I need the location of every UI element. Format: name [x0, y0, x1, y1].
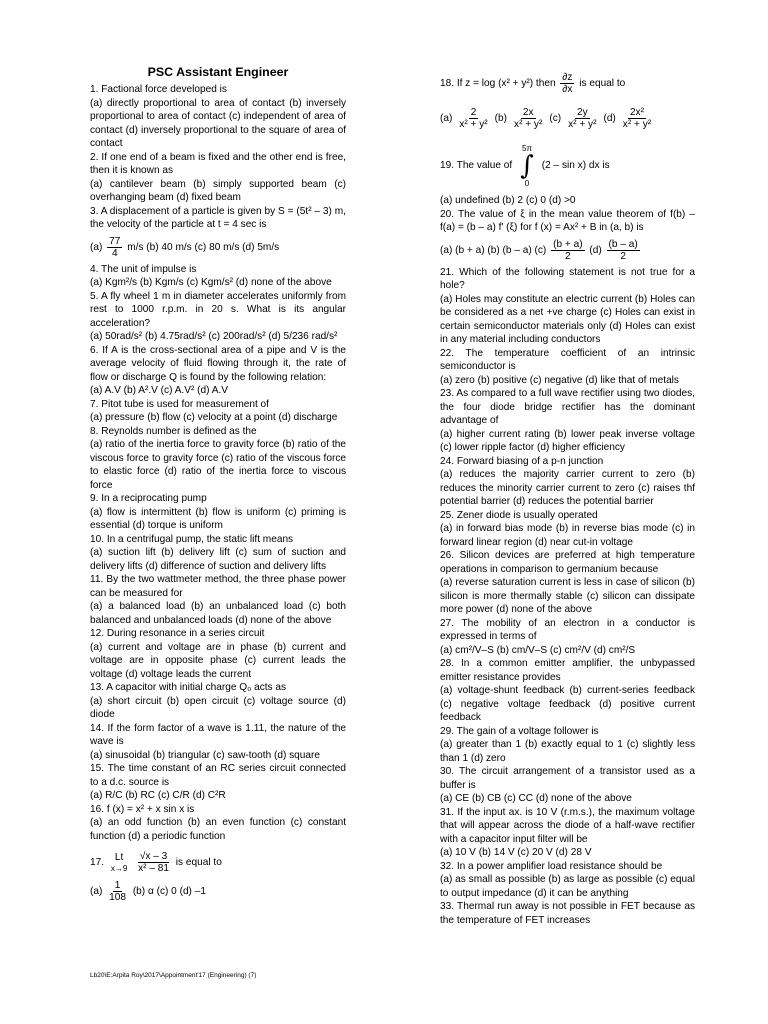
question-options: (a) an odd function (b) an even function (c) constant function (d) a periodic function — [90, 817, 346, 842]
question-options: (a) in forward bias mode (b) in reverse bias mode (c) in forward linear region (d) near cut-in voltage — [440, 523, 695, 548]
fraction — [551, 239, 584, 262]
question-26 — [440, 549, 695, 617]
question-options — [90, 236, 346, 259]
question-text: 21. Which of the following statement is not true for a hole? — [440, 266, 695, 291]
question-text: 22. The temperature coefficient of an intrinsic semiconductor is — [440, 347, 695, 372]
numerator: 1 — [114, 880, 121, 891]
question-text: 25. Zener diode is usually operated — [440, 509, 598, 521]
question-text: 8. Reynolds number is defined as the — [90, 425, 257, 437]
question-options: (a) suction lift (b) delivery lift (c) sum of suction and delivery lifts (d) difference of suction and delivery lifts — [90, 547, 346, 572]
question-lead: 18. If z = log (x² + y²) then — [440, 78, 556, 90]
question-text: 29. The gain of a voltage follower is — [440, 725, 599, 737]
numerator: 2y — [576, 107, 588, 118]
question-text: 6. If A is the cross-sectional area of a pipe and V is the average velocity of fluid flowing through it, the rate of flow or discharge Q is found by the following relation: — [90, 344, 346, 383]
question-lead: 19. The value of — [440, 160, 513, 172]
question-options: (a) sinusoidal (b) triangular (c) saw-tooth (d) square — [90, 749, 321, 761]
question-options: (a) directly proportional to area of contact (b) inversely proportional to area of contact (c) independent of area of contact (d) inversely proportional to the square of area of contact — [90, 97, 346, 149]
option-text: (b) α (c) 0 (d) –1 — [132, 886, 206, 898]
question-14 — [90, 722, 346, 763]
question-options: (a) greater than 1 (b) exactly equal to 1 (c) slightly less than 1 (d) zero — [440, 739, 695, 764]
fraction — [512, 107, 544, 130]
numerator: 2 — [470, 107, 477, 118]
integral-icon: ∫ — [520, 151, 534, 181]
question-12 — [90, 627, 346, 681]
upper-limit: 5π — [522, 144, 532, 153]
question-11 — [90, 573, 346, 627]
limit-operator — [111, 852, 127, 874]
question-text: 32. In a power amplifier load resistance should be — [440, 860, 663, 872]
fraction — [457, 107, 489, 130]
question-text: 15. The time constant of an RC series circuit connected to a d.c. source is — [90, 763, 346, 788]
question-tail: is equal to — [175, 857, 222, 869]
question-text — [440, 144, 695, 188]
page-title: PSC Assistant Engineer — [147, 65, 289, 79]
question-8 — [90, 425, 346, 493]
question-options: (a) 50rad/s² (b) 4.75rad/s² (c) 200rad/s² (d) 5/236 rad/s² — [90, 331, 338, 342]
fraction — [107, 880, 128, 903]
question-options: (a) pressure (b) flow (c) velocity at a point (d) discharge — [90, 412, 338, 423]
question-31 — [440, 806, 695, 860]
limit-label: Lt — [114, 851, 124, 863]
question-21 — [440, 266, 695, 347]
question-options: (a) A.V (b) A².V (c) A.V² (d) A.V — [90, 385, 228, 396]
option-text: m/s (b) 40 m/s (c) 80 m/s (d) 5m/s — [127, 241, 280, 253]
denominator: x² + y² — [622, 119, 652, 130]
numerator: (b + a) — [553, 238, 583, 250]
question-text: 33. Thermal run away is not possible in FET because as the temperature of FET increases — [440, 901, 695, 926]
question-text: 2. If one end of a beam is fixed and the other end is free, then it is known as — [90, 151, 346, 176]
question-options: (a) R/C (b) RC (c) C/R (d) C²R — [90, 790, 226, 801]
option-label: (d) — [589, 244, 602, 256]
fraction — [560, 72, 574, 95]
question-2 — [90, 151, 346, 205]
option-label: (c) — [549, 112, 562, 124]
denominator: 2 — [565, 250, 571, 262]
question-27 — [440, 617, 695, 658]
denominator: 2 — [620, 250, 626, 262]
question-7 — [90, 398, 346, 425]
question-options: (a) short circuit (b) open circuit (c) voltage source (d) diode — [90, 695, 346, 720]
question-10 — [90, 533, 346, 574]
fraction — [136, 851, 171, 874]
question-30 — [440, 765, 695, 806]
question-options: (a) current and voltage are in phase (b) current and voltage are in opposite phase (c) current leads the voltage (d) voltage leads the current — [90, 641, 346, 680]
question-options: (a) CE (b) CB (c) CC (d) none of the above — [440, 793, 632, 804]
question-text: 1. Factional force developed is — [90, 84, 227, 95]
question-text: 11. By the two wattmeter method, the three phase power can be measured for — [90, 574, 346, 599]
question-options: (a) flow is intermittent (b) flow is uniform (c) priming is essential (d) torque is uniform — [90, 506, 346, 531]
question-text: 10. In a centrifugal pump, the static lift means — [90, 533, 294, 545]
question-32 — [440, 860, 695, 901]
integral-sign — [520, 144, 534, 188]
fraction — [566, 107, 598, 130]
question-text: 13. A capacitor with initial charge Q₀ acts as — [90, 682, 287, 693]
question-4 — [90, 263, 346, 290]
question-text: 7. Pitot tube is used for measurement of — [90, 398, 269, 410]
question-17 — [90, 851, 346, 903]
numerator: 77 — [109, 235, 121, 247]
question-text: 24. Forward biasing of a p-n junction — [440, 455, 604, 467]
fraction — [621, 107, 653, 130]
numerator: 2x — [522, 107, 534, 118]
question-options: (a) ratio of the inertia force to gravity force (b) ratio of the viscous force to gravity force (c) ratio of the viscous force to elastic force (d) ratio of the inertia force to viscous force — [90, 439, 346, 491]
page-footer: Lb20\E:Arpita Roy\2017\Appointment'17 (Engineering) (7) — [90, 972, 257, 979]
option-label: (d) — [603, 112, 616, 124]
question-text: 31. If the input ax. is 10 V (r.m.s.), the maximum voltage that will appear across the diode of a half-wave rectifier with a capacitor input filter will be — [440, 806, 695, 845]
question-19 — [440, 144, 695, 208]
question-number: 17. — [90, 857, 105, 869]
question-options: (a) undefined (b) 2 (c) 0 (d) >0 — [440, 195, 576, 206]
question-options: (a) Holes may constitute an electric current (b) Holes can be considered as a net +ve charge (c) Holes can exist in certain semiconductor materials only (d) Holes can exist in any material including conductors — [440, 293, 695, 345]
option-label: (a) — [440, 112, 453, 124]
question-text: 28. In a common emitter amplifier, the unbypassed emitter resistance provides — [440, 658, 695, 683]
question-text: 4. The unit of impulse is — [90, 263, 197, 275]
numerator: 2x² — [629, 107, 644, 118]
question-text: 5. A fly wheel 1 m in diameter accelerates uniformly from rest to 1000 r.p.m. in 20 s. What is its angular acceleration? — [90, 290, 346, 329]
question-options — [440, 107, 695, 130]
option-label: (a) — [90, 886, 103, 898]
question-33 — [440, 900, 695, 927]
question-options — [90, 880, 346, 903]
numerator: (b – a) — [608, 238, 638, 250]
question-options: (a) cm²/V–S (b) cm/V–S (c) cm²/V (d) cm²/S — [440, 644, 636, 656]
question-text: 16. f (x) = x² + x sin x is — [90, 803, 195, 815]
option-label: (b) — [494, 112, 508, 124]
lower-limit: 0 — [524, 179, 530, 188]
question-tail: (2 – sin x) dx is — [541, 160, 610, 172]
right-column — [440, 72, 695, 927]
question-options: (a) reverse saturation current is less in case of silicon (b) silicon is more thermally stable (c) silicon can dissipate more power (d) none of the above — [440, 577, 695, 615]
question-options: (a) 10 V (b) 14 V (c) 20 V (d) 28 V — [440, 847, 592, 858]
question-18 — [440, 72, 695, 130]
question-1 — [90, 83, 346, 151]
question-29 — [440, 725, 695, 766]
question-options: (a) voltage-shunt feedback (b) current-series feedback (c) negative voltage feedback (d) positive current feedback — [440, 685, 695, 723]
denominator: x² – 81 — [138, 863, 169, 874]
question-16 — [90, 803, 346, 844]
question-text: 12. During resonance in a series circuit — [90, 628, 265, 639]
question-tail: is equal to — [579, 78, 626, 90]
question-text: 26. Silicon devices are preferred at high temperature operations in comparison to germanium because — [440, 550, 695, 575]
denominator: x² + y² — [514, 119, 543, 130]
question-text: 14. If the form factor of a wave is 1.11, the nature of the wave is — [90, 722, 346, 747]
question-25 — [440, 509, 695, 550]
question-23 — [440, 387, 695, 455]
denominator: ∂x — [562, 84, 573, 95]
question-5 — [90, 290, 346, 344]
question-options: (a) Kgm²/s (b) Kgm/s (c) Kgm/s² (d) none of the above — [90, 277, 332, 288]
question-text — [440, 72, 695, 95]
question-text: 27. The mobility of an electron in a conductor is expressed in terms of — [440, 617, 695, 642]
question-text: 9. In a reciprocating pump — [90, 493, 207, 504]
question-options: (a) cantilever beam (b) simply supported beam (c) overhanging beam (d) fixed beam — [90, 178, 346, 203]
question-3 — [90, 205, 346, 259]
question-20 — [440, 208, 695, 262]
question-options: (a) reduces the majority carrier current to zero (b) reduces the minority carrier current to zero (c) raises thf potential barrier (d) reduces the potential barrier — [440, 469, 695, 507]
question-22 — [440, 347, 695, 388]
numerator: √x – 3 — [139, 851, 168, 862]
question-text: 23. As compared to a full wave rectifier using two diodes, the four diode bridge rectifier has the dominant advantage of — [440, 388, 695, 426]
question-options: (a) higher current rating (b) lower peak inverse voltage (c) lower ripple factor (d) higher efficiency — [440, 428, 695, 453]
question-13 — [90, 681, 346, 722]
question-text — [90, 851, 346, 874]
denominator: 4 — [111, 247, 118, 259]
limit-subscript: x→9 — [110, 863, 128, 873]
question-options — [440, 239, 695, 262]
question-24 — [440, 455, 695, 509]
numerator: ∂z — [562, 72, 573, 83]
question-9 — [90, 492, 346, 533]
fraction — [607, 239, 640, 262]
option-text: (a) (b + a) (b) (b – a) (c) — [440, 244, 547, 256]
denominator: 108 — [109, 892, 126, 903]
question-text: 30. The circuit arrangement of a transistor used as a buffer is — [440, 766, 695, 791]
question-15 — [90, 762, 346, 803]
question-options: (a) zero (b) positive (c) negative (d) like that of metals — [440, 374, 679, 386]
question-options: (a) as small as possible (b) as large as possible (c) equal to output impedance (d) it can be anything — [440, 874, 695, 899]
question-options: (a) a balanced load (b) an unbalanced load (c) both balanced and unbalanced loads (d) none of the above — [90, 601, 346, 626]
fraction — [107, 236, 122, 259]
question-text: 3. A displacement of a particle is given by S = (5t² – 3) m, the velocity of the particle at t = 4 sec is — [90, 205, 346, 230]
question-6 — [90, 344, 346, 398]
question-28 — [440, 657, 695, 725]
denominator: x² + y² — [459, 119, 488, 130]
left-column — [90, 64, 346, 909]
question-text: 20. The value of ξ in the mean value theorem of f(b) – f(a) = (b – a) f' (ξ) for f (x) = Ax² + B in (a, b) is — [440, 208, 695, 233]
denominator: x² + y² — [568, 119, 597, 130]
option-label: (a) — [90, 241, 103, 253]
